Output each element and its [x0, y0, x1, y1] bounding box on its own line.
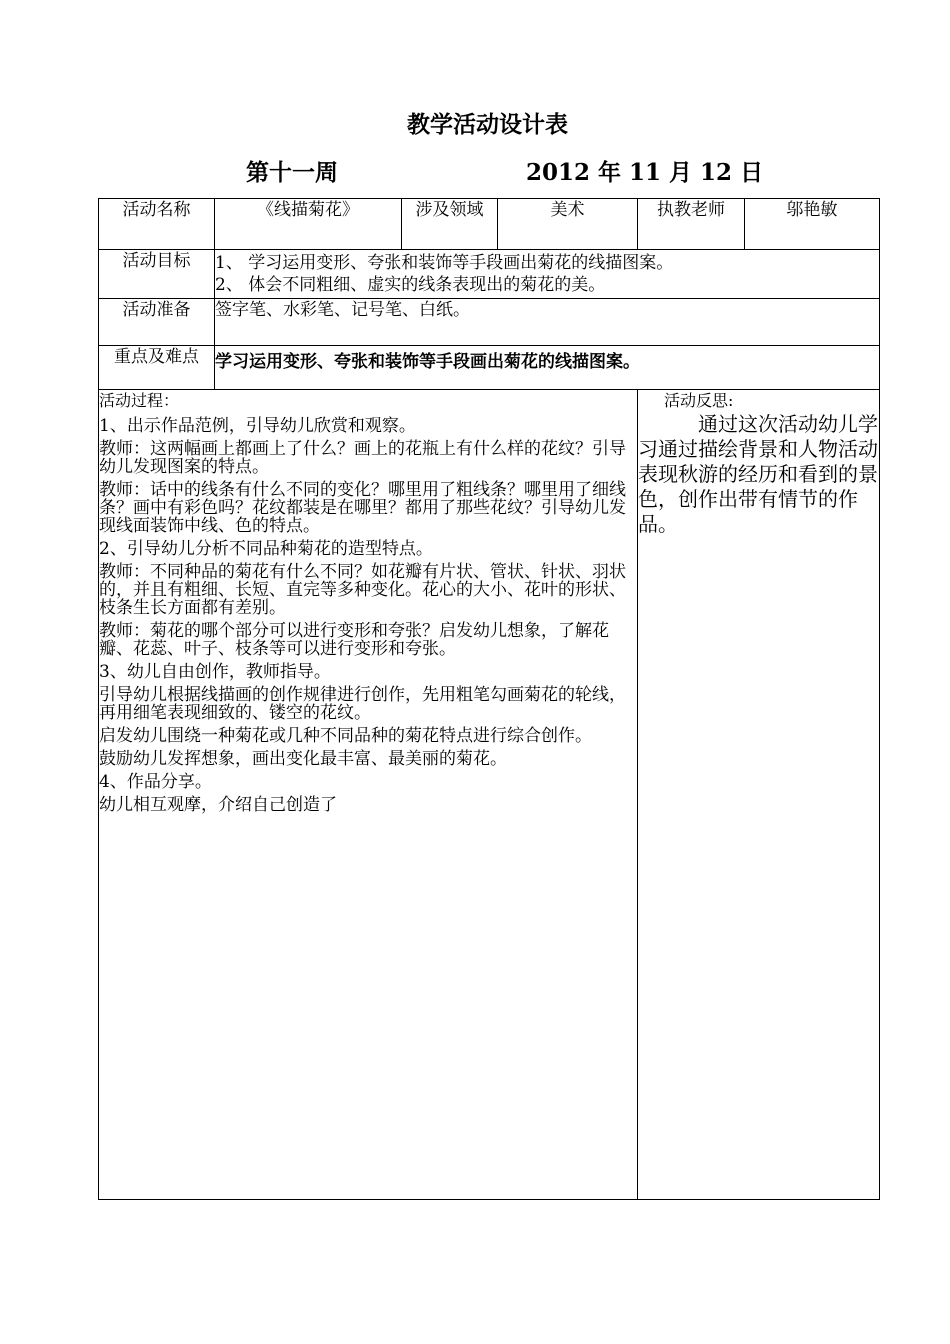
goal-list: [215, 250, 880, 299]
process-paragraph: 幼儿相互观摩，介绍自己创造了: [99, 795, 337, 815]
label-domain: 涉及领域: [402, 199, 498, 250]
label-prep: 活动准备: [99, 299, 215, 346]
goal-item: 1、 学习运用变形、夸张和装饰等手段画出菊花的线描图案。: [215, 253, 674, 273]
process-paragraph: 教师：不同种品的菊花有什么不同？如花瓣有片状、管状、针状、羽状的，并且有粗细、长短、直完等多种变化。花心的大小、花叶的形状、枝条生长方面都有差别。: [99, 562, 626, 618]
reflection-body: 通过这次活动幼儿学习通过描绘背景和人物活动表现秋游的经历和看到的景色，创作出带有情节的作品。: [638, 412, 878, 536]
goal-item: 2、 体会不同粗细、虚实的线条表现出的菊花的美。: [215, 275, 606, 295]
value-activity-name: 《线描菊花》: [215, 199, 402, 250]
process-paragraph: 教师：话中的线条有什么不同的变化？哪里用了粗线条？哪里用了细线条？画中有彩色吗？花纹都装是在哪里？都用了那些花纹？引导幼儿发现线面装饰中线、色的特点。: [99, 480, 626, 536]
process-paragraph: 鼓励幼儿发挥想象，画出变化最丰富、最美丽的菊花。: [99, 749, 507, 769]
value-prep: 签字笔、水彩笔、记号笔、白纸。: [215, 299, 880, 346]
row-activity-goal: [99, 250, 880, 299]
label-teacher: 执教老师: [638, 199, 745, 250]
process-paragraph: 教师：菊花的哪个部分可以进行变形和夸张？启发幼儿想象，了解花瓣、花蕊、叶子、枝条等可以进行变形和夸张。: [99, 621, 609, 659]
value-key-points: 学习运用变形、夸张和装饰等手段画出菊花的线描图案。: [215, 346, 880, 390]
row-activity-info: [99, 199, 880, 250]
value-teacher: 邬艳敏: [745, 199, 880, 250]
process-paragraph: 2、引导幼儿分析不同品种菊花的造型特点。: [99, 539, 433, 559]
label-goal: 活动目标: [99, 250, 215, 299]
date-label: 2012 年 11 月 12 日: [526, 159, 764, 186]
label-activity-name: 活动名称: [99, 199, 215, 250]
process-paragraph: 1、出示作品范例，引导幼儿欣赏和观察。: [99, 416, 416, 436]
process-paragraph: 4、作品分享。: [99, 772, 212, 792]
row-key-points: [99, 346, 880, 390]
reflection-heading: 活动反思:: [664, 391, 734, 410]
row-process-reflection: [99, 390, 880, 1200]
activity-reflection-cell: [638, 390, 880, 1200]
process-heading: 活动过程：: [99, 391, 180, 410]
process-paragraph: 引导幼儿根据线描画的创作规律进行创作，先用粗笔勾画菊花的轮线，再用细笔表现细致的、镂空的花纹。: [99, 685, 626, 723]
activity-process-cell: [99, 390, 638, 1200]
process-paragraph: 3、幼儿自由创作，教师指导。: [99, 662, 331, 682]
process-paragraph: 教师：这两幅画上都画上了什么？画上的花瓶上有什么样的花纹？引导幼儿发现图案的特点。: [99, 439, 626, 477]
row-activity-prep: [99, 299, 880, 346]
process-paragraph: 启发幼儿围绕一种菊花或几种不同品种的菊花特点进行综合创作。: [99, 726, 592, 746]
label-key-points: 重点及难点: [99, 346, 215, 390]
page-title: 教学活动设计表: [407, 111, 568, 138]
value-domain: 美术: [498, 199, 638, 250]
week-label: 第十一周: [246, 159, 338, 186]
activity-design-table: [98, 198, 880, 1200]
